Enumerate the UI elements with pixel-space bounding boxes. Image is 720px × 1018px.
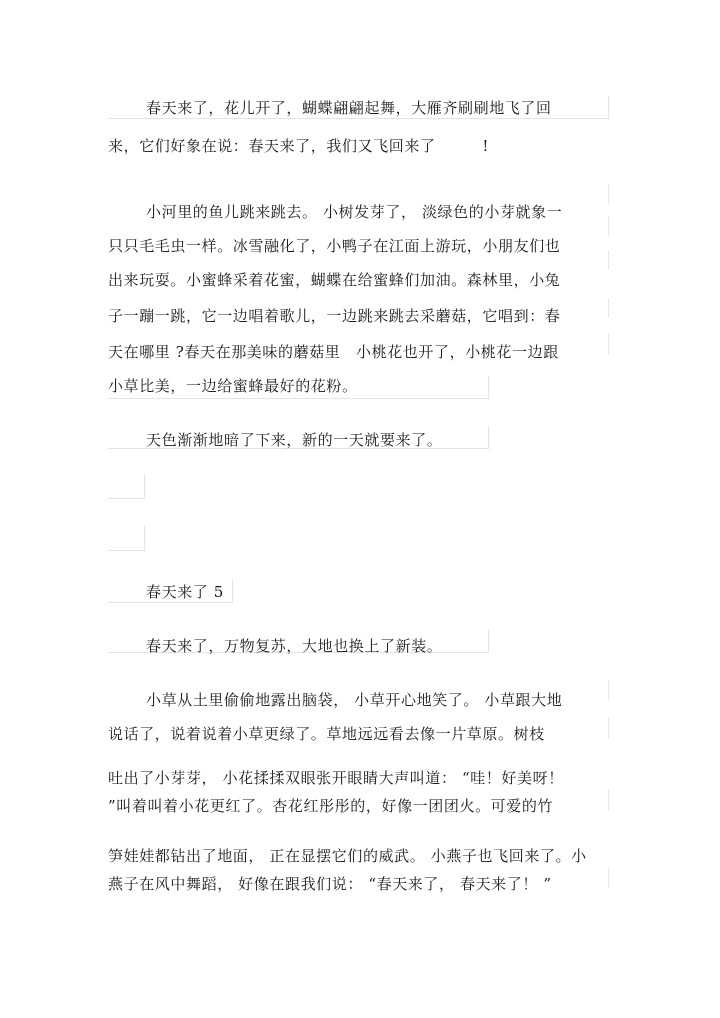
paragraph-line: 子一蹦一跳，它一边唱着歌儿，一边跳来跳去采蘑菇，它唱到：春: [108, 307, 561, 325]
frame-edge: [608, 790, 609, 810]
frame-edge: [608, 216, 609, 236]
paragraph-line: 天色渐渐地暗了下来，新的一天就要来了。: [146, 431, 443, 449]
frame-edge: [608, 868, 609, 888]
empty-frame: [108, 474, 145, 499]
frame-edge: [608, 334, 609, 354]
empty-frame: [108, 526, 145, 551]
paragraph-line: 笋娃娃都钻出了地面， 正在显摆它们的威武。 小燕子也飞回来了。小: [108, 847, 587, 865]
paragraph-line: 燕子在风中舞蹈， 好像在跟我们说： “春天来了， 春天来了！ ”: [108, 875, 552, 893]
paragraph-line: 出来玩耍。小蜜蜂采着花蜜，蝴蝶在给蜜蜂们加油。森林里，小兔: [108, 271, 561, 289]
paragraph-line: 小草从土里偷偷地露出脑袋， 小草开心地笑了。 小草跟大地: [146, 691, 563, 709]
paragraph-line: 天在哪里 ?春天在那美味的蘑菇里 小桃花也开了，小桃花一边跟: [108, 343, 559, 361]
paragraph-line: 春天来了，万物复苏，大地也换上了新装。: [146, 637, 443, 655]
section-heading: 春天来了 5: [146, 583, 224, 601]
frame-edge: [608, 184, 609, 204]
paragraph-line: 小河里的鱼儿跳来跳去。 小树发芽了， 淡绿色的小芽就象一: [146, 203, 563, 221]
frame-edge: [608, 250, 609, 270]
paragraph-line: 春天来了，花儿开了，蝴蝶翩翩起舞，大雁齐刷刷地飞了回: [146, 99, 552, 117]
paragraph-line: 小草比美，一边给蜜蜂最好的花粉。: [108, 377, 358, 395]
paragraph-line: 说话了，说着说着小草更绿了。草地远远看去像一片草原。树枝: [108, 725, 545, 743]
paragraph-line: 吐出了小芽芽， 小花揉揉双眼张开眼睛大声叫道： “哇！好美呀！: [108, 769, 564, 787]
frame-edge: [608, 680, 609, 700]
paragraph-line: 只只毛毛虫一样。冰雪融化了，小鸭子在江面上游玩，小朋友们也: [108, 237, 561, 255]
frame-edge: [608, 298, 609, 318]
paragraph-line: ”叫着叫着小花更红了。杏花红彤彤的，好像一团团火。可爱的竹: [108, 797, 554, 815]
paragraph-line: 来，它们好象在说：春天来了，我们又飞回来了 !: [108, 137, 490, 155]
frame-edge: [608, 718, 609, 738]
